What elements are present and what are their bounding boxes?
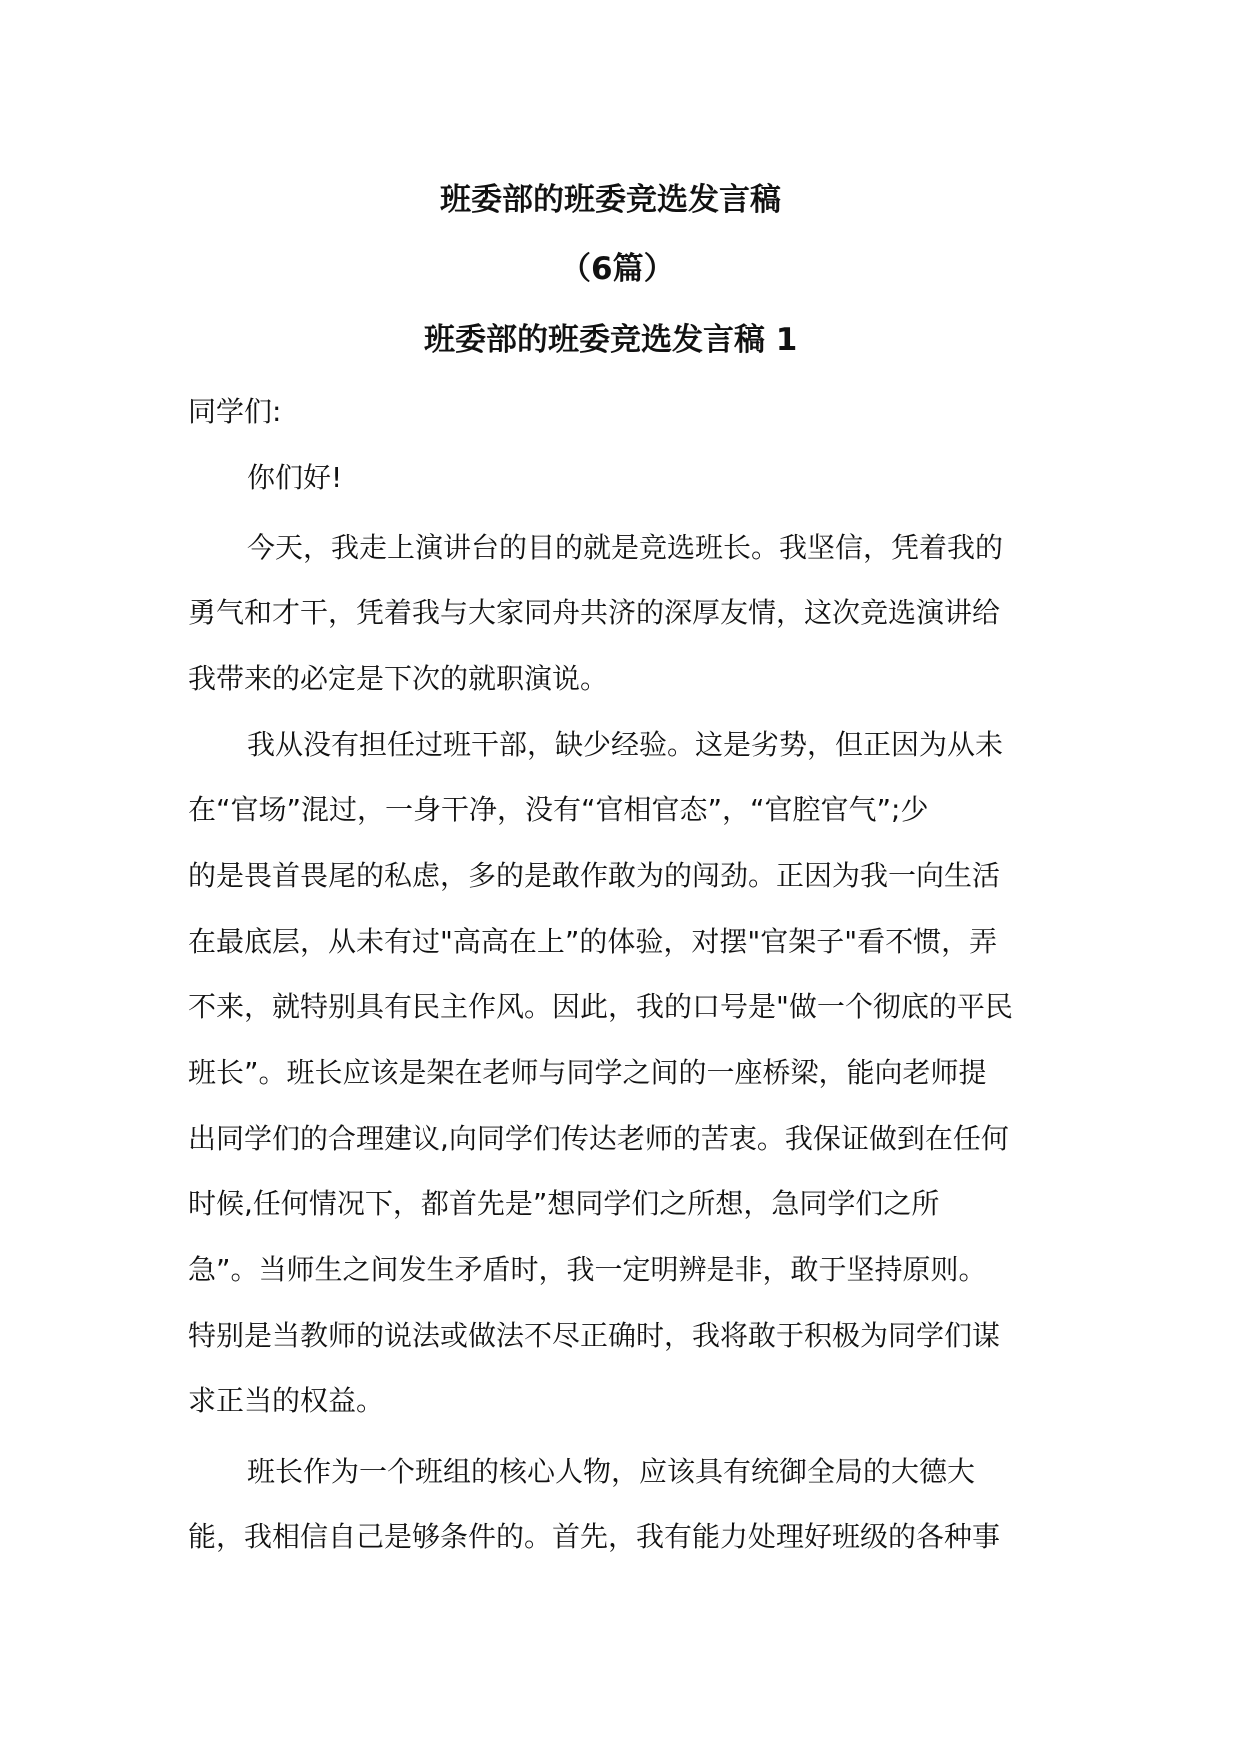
body-line: 我带来的必定是下次的就职演说。	[188, 662, 609, 695]
body-line: 特别是当教师的说法或做法不尽正确时，我将敢于积极为同学们谋	[188, 1319, 1001, 1352]
body-line: 求正当的权益。	[188, 1384, 385, 1417]
body-line: 在“官场”混过，一身干净，没有“官相官态”，“官腔官气”;少	[188, 793, 929, 826]
body-line: 我从没有担任过班干部，缺少经验。这是劣势，但正因为从未	[247, 728, 1004, 761]
document-subtitle: （6篇）	[560, 251, 675, 287]
body-line: 能，我相信自己是够条件的。首先，我有能力处理好班级的各种事	[188, 1520, 1001, 1553]
body-line: 班长”。班长应该是架在老师与同学之间的一座桥梁，能向老师提	[188, 1056, 987, 1089]
greeting: 同学们:	[188, 395, 282, 428]
body-line: 班长作为一个班组的核心人物，应该具有统御全局的大德大	[247, 1455, 976, 1488]
body-line: 急”。当师生之间发生矛盾时，我一定明辨是非，敢于坚持原则。	[188, 1253, 987, 1286]
body-line: 在最底层，从未有过"高高在上”的体验，对摆"官架子"看不惯，弄	[188, 925, 998, 958]
document-title: 班委部的班委竞选发言稿	[440, 182, 781, 218]
body-line: 时候,任何情况下，都首先是”想同学们之所想，急同学们之所	[188, 1187, 940, 1220]
section-heading: 班委部的班委竞选发言稿 1	[424, 322, 798, 358]
body-line: 勇气和才干，凭着我与大家同舟共济的深厚友情，这次竞选演讲给	[188, 596, 1001, 629]
body-line: 的是畏首畏尾的私虑，多的是敢作敢为的闯劲。正因为我一向生活	[188, 859, 1001, 892]
body-line: 出同学们的合理建议,向同学们传达老师的苦衷。我保证做到在任何	[188, 1122, 1009, 1155]
salutation: 你们好!	[247, 461, 343, 494]
body-line: 今天，我走上演讲台的目的就是竞选班长。我坚信，凭着我的	[247, 531, 1004, 564]
body-line: 不来，就特别具有民主作风。因此，我的口号是"做一个彻底的平民	[188, 990, 1013, 1023]
